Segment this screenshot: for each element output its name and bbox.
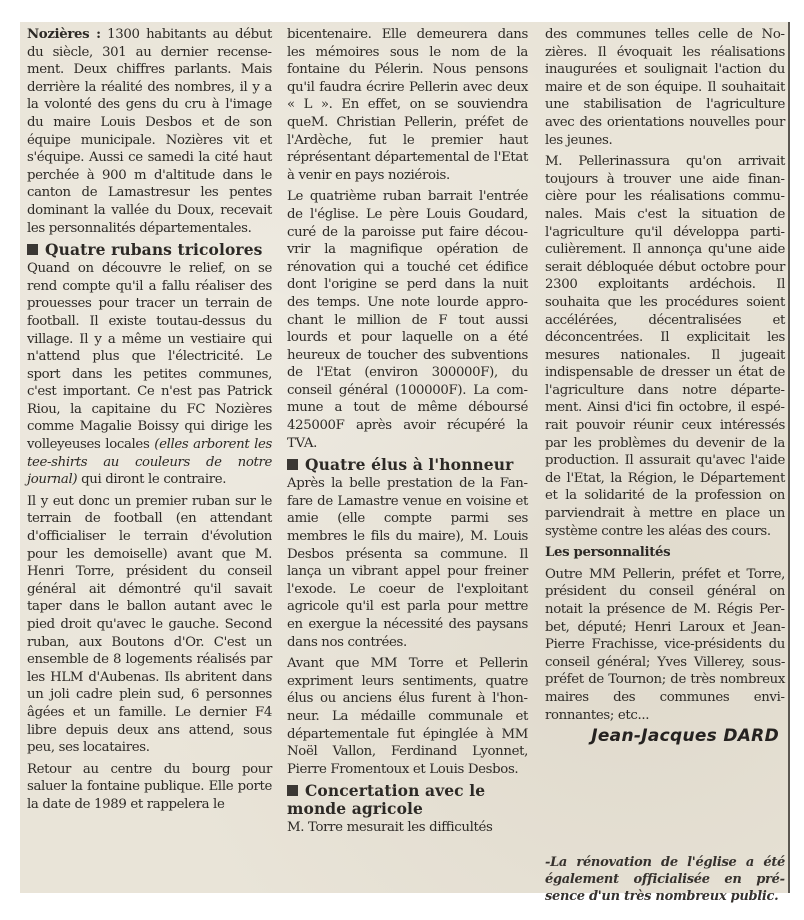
paragraph: Après la belle prestation de la Fanfare de Lamastre venue en voisine et amie (elle compte parmi ses membres le fils du maire), M. Louis Desbos présenta sa commune. Il lança un vibrant appel pour freiner l'exode. Le coeur de l'exploitant agricole qu'il est parla pour mettre en exergue la nécessité des paysans dans nos contrées. [287,476,528,650]
section-heading-concertation [287,782,528,818]
paragraph: Retour au centre du bourg pour saluer la fontaine publique. Elle porte la date de 1989 et rappelera le [27,761,272,812]
paragraph: M. Pellerinassura qu'on arrivait toujours à trouver une aide financière pour les réalisations communales. Mais c'est la situation de l'agriculture qu'il développa particulièrement. Il annonça qu'une aide serait débloquée début octobre pour 2300 exploitants ardéchois. Il souhaita que les procédures soient accélérées, décentralisées et déconcentrées. Il explicitait les mesures nationales. Il jugeait indispensable de dresser un état de l'agriculture dans notre département. Ainsi d'ici fin octobre, il espérait pouvoir réunir ceux intéressés par les problèmes du devenir de la production. Il assurait qu'avec l'aide de l'Etat, la Région, le Département et la solidarité de la profession on parviendrait à mettre en place un système contre les aléas des cours. [545,154,785,539]
newspaper-clipping [20,22,790,904]
square-bullet-icon [287,785,298,796]
italic-aside: (elles arborent les tee-shirts au couleurs de notre journal) [27,437,273,488]
section-heading-text: Quatre élus à l'honneur [305,455,514,475]
intro-text: 1300 habitants au début du siècle, 301 au dernier recensement. Deux chiffres parlants. Mais derrière la réalité des nombres, il y a la volonté des gens du cru à l'image du maire Louis Desbos et de son équipe municipale. Nozières vit et s'équipe. Aussi ce samedi la cité haut perchée à 900 m d'altitude dans le canton de Lamastresur les pentes dominant la vallée du Doux, recevait les personnalités départementales. [27,27,272,236]
column-2 [287,26,528,841]
paragraph-text: qui diront le contraire. [77,472,227,488]
square-bullet-icon [287,459,298,470]
paragraph: Avant que MM Torre et Pellerin expriment leurs sentiments, quatre élus ou anciens élus furent à l'honneur. La médaille communale et départementale fut épinglée à MM Noël Vallon, Ferdinand Lyonnet, Pierre Fromentoux et Louis Desbos. [287,656,528,777]
paragraph: M. Torre mesurait les difficultés [287,820,493,836]
paragraph: bicentenaire. Elle demeurera dans les mémoires sous le nom de la fontaine du Pélerin. Nous pensons qu'il faudra écrire Pellerin avec deux « L ». En effet, on se souviendra queM. Christian Pellerin, préfet de l'Ardèche, fut le premier haut réprésentant départemental de l'Etat à venir en pays noziérois. [287,27,528,183]
photo-caption: -La rénovation de l'église a été également officialisée en présence d'un très nombreux public. [545,855,785,904]
subheading-personnalites: Les personnalités [545,545,671,561]
intro-paragraph [27,26,272,237]
section-heading-text: Concertation avec le monde agricole [287,781,486,819]
paragraph [27,260,272,489]
section-heading-text: Quatre rubans tricolores [45,240,263,260]
paragraph-text: Quand on découvre le relief, on se rend compte qu'il a fallu réaliser des prouesses pour tracer un terrain de football. Il existe toutau-dessus du village. Il y a même un vestiaire qui n'attend plus que l'électricité. Le sport dans les petites communes, c'est important. Ce n'est pas Patrick Riou, la capitaine du FC Nozières comme Magalie Boissy qui dirige les volleyeuses locales [27,261,272,453]
dateline: Nozières : [27,27,101,42]
column-1 [27,26,272,818]
paragraph: Le quatrième ruban barrait l'entrée de l'église. Le père Louis Goudard, curé de la paroisse put faire découvrir la magnifique opération de rénovation qui a touché cet édifice dont l'origine se perd dans la nuit des temps. Une note lourde approchant le million de F tout aussi lourds et pour laquelle on a été heureux de toucher des subventions de l'Etat (environ 300000F), du conseil général (100000F). La commune a tout de même déboursé 425000F après avoir récupéré la TVA. [287,189,528,451]
author-signature: Jean-Jacques DARD [591,726,779,747]
paragraph: des communes telles celle de Nozières. Il évoquait les réalisations inaugurées et soulignait l'action du maire et de son équipe. Il souhaitait une stabilisation de l'agriculture avec des orientations nouvelles pour les jeunes. [545,27,785,148]
column-3 [545,26,785,746]
section-heading-rubans [27,241,272,259]
paragraph: Il y eut donc un premier ruban sur le terrain de football (en attendant d'officialiser le terrain d'évolution pour les demoiselle) avant que M. Henri Torre, président du conseil général ait démontré qu'il savait taper dans le ballon autant avec le pied droit qu'avec le gauche. Second ruban, aux Boutons d'Or. C'est un ensemble de 8 logements réalisés par les HLM d'Aubenas. Ils abritent dans un joli cadre plein sud, 6 personnes âgées et un famille. Le dernier F4 libre depuis deux ans attend, sous peu, ses locataires. [27,493,272,756]
square-bullet-icon [27,244,38,255]
section-heading-elus [287,456,528,474]
paragraph: Outre MM Pellerin, préfet et Torre, président du conseil général on notait la présence de M. Régis Perbet, député; Henri Laroux et Jean-Pierre Frachisse, vice-présidents du conseil général; Yves Villerey, sous-préfet de Tournon; de très nombreux maires des communes environnantes; etc... [545,566,785,723]
